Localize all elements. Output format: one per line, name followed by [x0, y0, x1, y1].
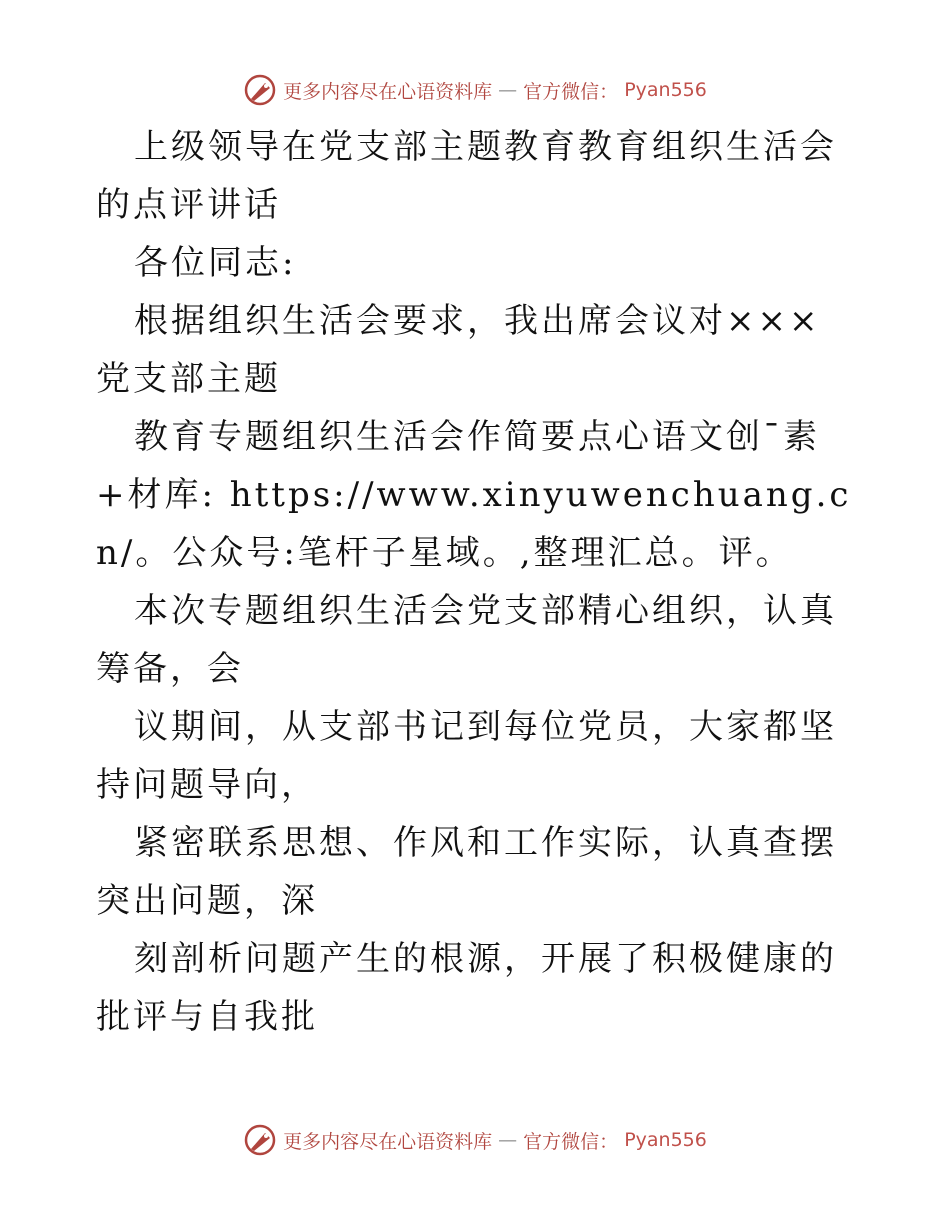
watermark-text: 更多内容尽在心语资料库 [283, 1130, 493, 1153]
paragraph: 本次专题组织生活会党支部精心组织，认真筹备，会 [96, 591, 837, 689]
watermark-suffix: 官方微信： [523, 80, 619, 103]
document-body [96, 118, 856, 1046]
watermark-text: 更多内容尽在心语资料库 [283, 80, 493, 103]
paragraph: 根据组织生活会要求，我出席会议对×××党支部主题 [96, 301, 821, 399]
paragraph: 紧密联系思想、作风和工作实际，认真查摆突出问题，深 [96, 823, 837, 921]
watermark-header [0, 70, 950, 110]
watermark-dash: — [498, 79, 518, 101]
watermark-dash: — [498, 1129, 518, 1151]
document-title: 上级领导在党支部主题教育教育组织生活会的点评讲话 [96, 127, 837, 225]
watermark-handle: Pyan556 [624, 79, 707, 101]
paragraph: 刻剖析问题产生的根源，开展了积极健康的批评与自我批 [96, 939, 837, 1037]
paragraph: 议期间，从支部书记到每位党员，大家都坚持问题导向， [96, 707, 837, 805]
salutation: 各位同志: [134, 243, 297, 283]
pen-nib-logo-icon [243, 1123, 277, 1157]
pen-nib-logo-icon [243, 73, 277, 107]
watermark-handle: Pyan556 [624, 1129, 707, 1151]
watermark-footer [0, 1120, 950, 1160]
watermark-suffix: 官方微信： [523, 1130, 619, 1153]
paragraph: 教育专题组织生活会作简要点心语文创¯素+材库: https://www.xinyuwenchuang.cn/。公众号:笔杆子星域。,整理汇总。评。 [96, 417, 852, 573]
